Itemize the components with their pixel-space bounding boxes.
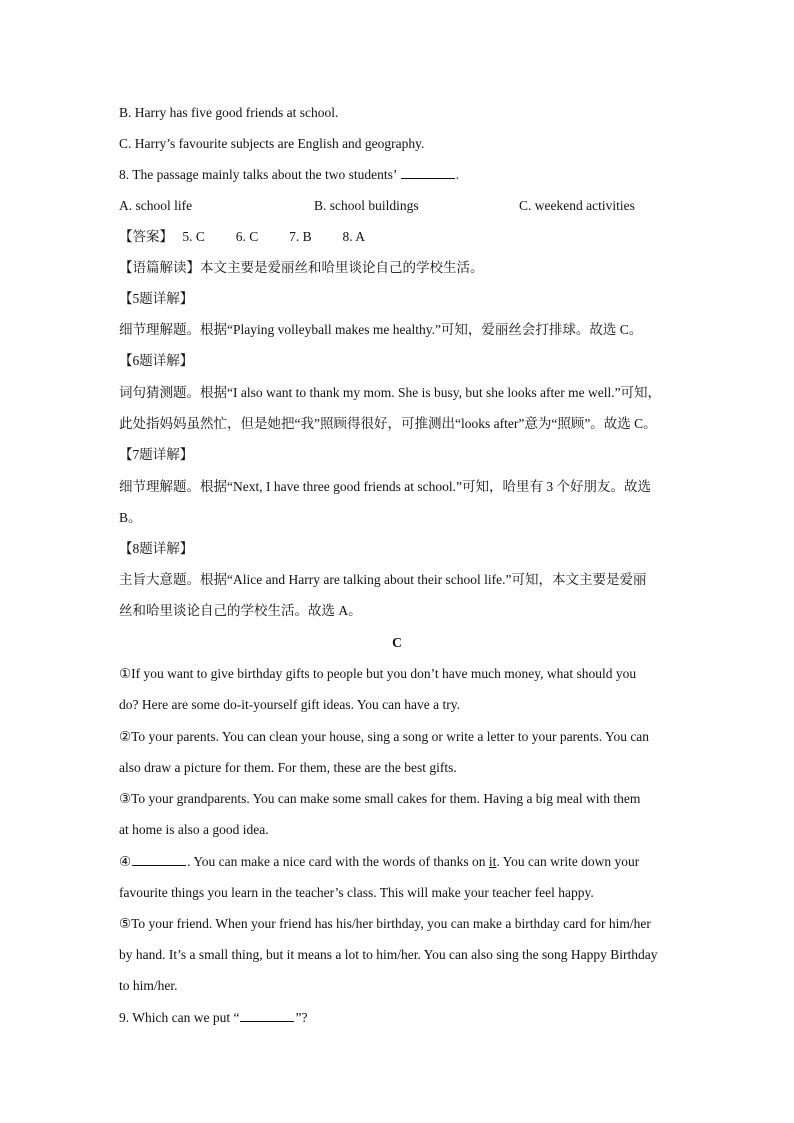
p4-text-a: . You can make a nice card with the words of thanks on bbox=[187, 854, 489, 869]
passage-p3-line1: ③To your grandparents. You can make some small cakes for them. Having a big meal with them bbox=[119, 791, 641, 806]
detail-6-text-1: 词句猜测题。根据“I also want to thank my mom. She is busy, but she looks after me well.”可知， bbox=[119, 385, 662, 400]
detail-7-heading: 【7题详解】 bbox=[119, 447, 194, 462]
passage-p1-line1: ①If you want to give birthday gifts to people but you don’t have much money, what should you bbox=[119, 666, 637, 681]
p4-text-b: . You can write down your bbox=[496, 854, 640, 869]
detail-6-text-2: 此处指妈妈虽然忙，但是她把“我”照顾得很好，可推测出“looks after”意为“照顾”。故选 C。 bbox=[119, 416, 657, 431]
detail-5-heading: 【5题详解】 bbox=[119, 291, 194, 306]
passage-p2-line1: ②To your parents. You can clean your house, sing a song or write a letter to your parents. You can bbox=[119, 729, 650, 744]
detail-7-text-1: 细节理解题。根据“Next, I have three good friends at school.”可知，哈里有 3 个好朋友。故选 bbox=[119, 479, 652, 494]
passage-p4-line1 bbox=[119, 852, 689, 872]
detail-8-text-1: 主旨大意题。根据“Alice and Harry are talking about their school life.”可知，本文主要是爱丽 bbox=[119, 572, 647, 587]
detail-6-heading: 【6题详解】 bbox=[119, 353, 194, 368]
q8-stem-end: . bbox=[455, 167, 460, 182]
detail-8-heading: 【8题详解】 bbox=[119, 541, 194, 556]
answer-label: 【答案】 bbox=[119, 229, 173, 244]
q8-stem bbox=[119, 165, 689, 185]
section-title: C bbox=[392, 635, 402, 650]
q7-option-c: C. Harry’s favourite subjects are English and geography. bbox=[119, 136, 425, 151]
answer-key bbox=[119, 227, 689, 247]
q7-option-b: B. Harry has five good friends at school. bbox=[119, 105, 339, 120]
passage-p4-line2: favourite things you learn in the teacher’s class. This will make your teacher feel happy. bbox=[119, 885, 594, 900]
detail-8-text-2: 丝和哈里谈论自己的学校生活。故选 A。 bbox=[119, 603, 362, 618]
answer-5: 5. C bbox=[182, 229, 205, 244]
q8-option-c: C. weekend activities bbox=[519, 198, 635, 213]
passage-p2-line2: also draw a picture for them. For them, these are the best gifts. bbox=[119, 760, 457, 775]
passage-analysis: 【语篇解读】本文主要是爱丽丝和哈里谈论自己的学校生活。 bbox=[119, 260, 484, 275]
q8-option-a: A. school life bbox=[119, 198, 193, 213]
q9-stem bbox=[119, 1008, 689, 1028]
paragraph-marker: ④ bbox=[119, 854, 132, 869]
answer-blank bbox=[240, 1008, 294, 1022]
q9-text: 9. Which can we put “ bbox=[119, 1010, 240, 1025]
passage-p5-line1: ⑤To your friend. When your friend has his/her birthday, you can make a birthday card for him/her bbox=[119, 916, 651, 931]
passage-p5-line3: to him/her. bbox=[119, 978, 178, 993]
answer-blank bbox=[401, 165, 455, 179]
passage-p3-line2: at home is also a good idea. bbox=[119, 822, 269, 837]
answer-6: 6. C bbox=[235, 229, 259, 244]
q9-text-end: ”? bbox=[295, 1010, 308, 1025]
answer-8: 8. A bbox=[342, 229, 366, 244]
detail-7-text-2: B。 bbox=[119, 510, 142, 525]
answer-blank bbox=[132, 852, 186, 866]
answer-7: 7. B bbox=[289, 229, 312, 244]
passage-p1-line2: do? Here are some do-it-yourself gift ideas. You can have a try. bbox=[119, 697, 461, 712]
passage-p5-line2: by hand. It’s a small thing, but it means a lot to him/her. You can also sing the song Happy Birthday bbox=[119, 947, 658, 962]
detail-5-text: 细节理解题。根据“Playing volleyball makes me healthy.”可知，爱丽丝会打排球。故选 C。 bbox=[119, 322, 643, 337]
underlined-word: it bbox=[488, 854, 497, 869]
q8-option-b: B. school buildings bbox=[314, 198, 419, 213]
q8-stem-text: 8. The passage mainly talks about the two students’ bbox=[119, 167, 397, 182]
